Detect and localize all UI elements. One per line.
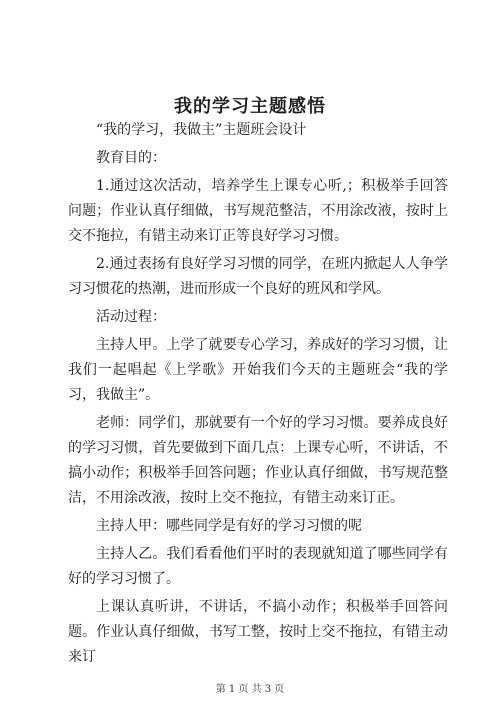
paragraph-teacher: 老师：同学们，那就要有一个好的学习习惯。要养成良好的学习习惯，首先要做到下面几点：上课专心听，不讲话，不搞小动作；积极举手回答问题；作业认真仔细做，书写规范整洁，不用涂改液，按时上交不拖拉，有错主动来订正。: [68, 415, 448, 506]
paragraph-host-a-intro: 主持人甲。上学了就要专心学习，养成好的学习习惯，让我们一起唱起《上学歌》开始我们今天的主题班会“我的学习，我做主”。: [68, 337, 448, 403]
paragraph-subtitle: “我的学习，我做主”主题班会设计: [96, 122, 307, 138]
paragraph-host-b: 主持人乙。我们看看他们平时的表现就知道了哪些同学有好的学习习惯了。: [68, 546, 448, 587]
paragraph-process-heading: 活动过程：: [96, 309, 166, 325]
paragraph-goal-1: 1.通过这次活动，培养学生上课专心听,；积极举手回答问题；作业认真仔细做，书写规范整洁，不用涂改液，按时上交不拖拉，有错主动来订正等良好学习习惯。: [68, 178, 448, 244]
document-body: [68, 118, 448, 673]
paragraph-goal-2: 2.通过表扬有良好学习习惯的同学，在班内掀起人人争学习习惯花的热潮，进而形成一个良好的班风和学风。: [68, 256, 448, 297]
paragraph-habits: 上课认真听讲，不讲话，不搞小动作；积极举手回答问题。作业认真仔细做，书写工整，按时上交不拖拉，有错主动来订: [68, 599, 448, 665]
document-title: 我的学习主题感悟: [174, 96, 326, 117]
paragraph-host-a-question: 主持人甲：哪些同学是有好的学习习惯的呢: [96, 518, 362, 534]
page-number-footer: 第 1 页 共 3 页: [215, 684, 285, 695]
paragraph-goal-heading: 教育目的：: [96, 150, 166, 166]
